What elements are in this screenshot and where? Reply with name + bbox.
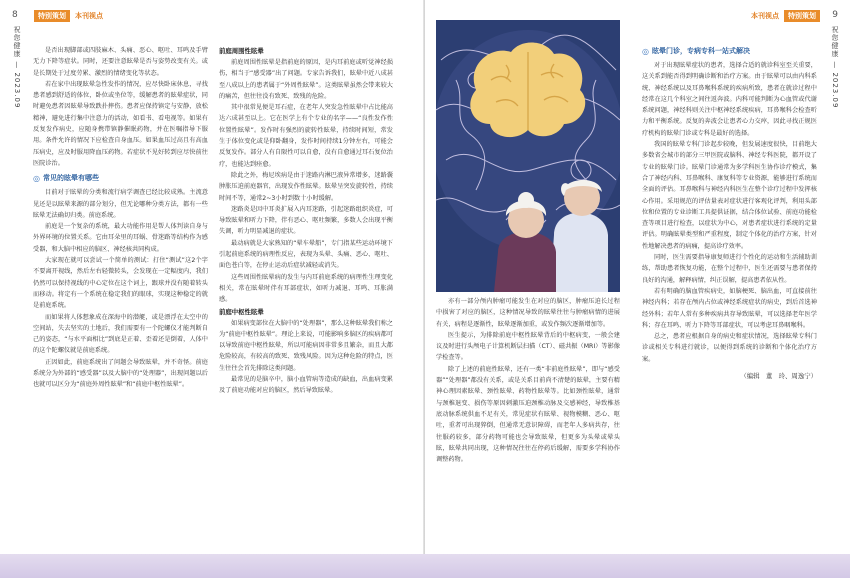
paragraph: 对于出现眩晕症状的患者，选择合适的就诊科室至关重要，这关系到能否得到明确诊断和治疗方案。由于眩晕可以由内科系统、神经系统以及耳鼻喉科系统的疾病所致，患者在就诊过程中经常在这几个科室之间往返奔波。内科可能判断为心血管或代谢系统问题，神经科则关注中枢神经系统疾病，耳鼻喉科会检查听力和平衡系统。反复的奔波会让患者心力交瘁，因此寻找正规医疗机构的眩晕门诊或专科是最好的选择。 <box>642 62 817 137</box>
paragraph: 正因如此，前庭系统出了问题会导致眩晕，并不奇怪。前庭系统分为外部的“感受器”以及大脑中的“处理器”，出现问题以后也就可以区分为“前庭外周性眩晕”和“前庭中枢性眩晕”。 <box>33 358 208 389</box>
subsection-heading: 前庭周围性眩晕 <box>219 47 264 55</box>
column-name: 本刊视点 <box>75 12 103 20</box>
paragraph: 目前对于眩晕的分类和流行病学调查已经比较成熟。主流意见还是以眩晕来源的部分划分，但无论哪种分类方法，都有一些眩晕无法确切归类。前庭系统。 <box>33 189 208 219</box>
section-heading-text: 眩晕门诊，专病专科一站式解决 <box>651 47 750 55</box>
illustration-elderly-couple-brain <box>436 20 620 292</box>
paragraph: 如果病变部位在大脑中的“处理器”，那么这种眩晕我们称之为“前庭中枢性眩晕”。理论上来说，可能影响多脑区的疾病都可以导致前庭中枢性眩晕，所以可能病因非常多且繁杂，而且大都危险较高，有较高的致死、致残风险。因为这种危险的特点，医生往往会首先排除这类问题。 <box>219 319 393 372</box>
magazine-vertical-label: 祝您健康 — 2023.09 <box>13 26 21 109</box>
paragraph: 总之，患者应根据自身的病史和症状情况，选择眩晕专科门诊或相关专科进行就诊，以便得到系统的诊断和个体化治疗方案。 <box>642 333 817 363</box>
paragraph: 迷路炎是因中耳炎扩展入内耳迷路，引起迷路组织炎症，可导致眩晕和听力下降，伴有恶心、呕吐频繁，多数人会出现平衡失调，听力明显减退的症状。 <box>219 205 393 236</box>
paragraph: 若在家中出现眩晕急性发作的情况，应尽快卧床休息，寻找患者感到舒适的体位，卧位或坐位等，缓解患者的眩晕症状，同时避免患者因眩晕导致跌扑摔伤。患者应保持镇定与安静，放松精神，避免进行集中注意力的活动，如看书、看电视等。如果有反复发作病史，应随身携带镇静催眠药物，并在医嘱指导下服用。条件允许的情况下应检查自身血压。如果血压过高且有高血压病史，应及时服用降血压药物。若症状不见好转到应尽快前往医院诊治。 <box>33 80 208 167</box>
dizziness-illustration <box>436 20 620 292</box>
paragraph: 若有明确的脑血管疾病史，如脑梗死、脑出血，可直接前往神经内科；若存在颅内占位或神经系统症状的病史，到后首选神经外科；若年人常有多种疾病共存导致眩晕，可以选择老年医学科；存在耳鸣、听力下降等耳部症状，可以考虑耳鼻咽喉科。 <box>642 287 817 329</box>
paragraph: 最动病就是大家熟知的“晕车晕船”，专门指某些运动环境下引起前庭系统的病理性反应，表现为头晕、头痛、恶心、呕吐、面色苍白等，在停止运动后症状减轻或消失。 <box>219 239 393 270</box>
paragraph: 我国的眩晕专科门诊起步较晚，但发展速度很快，目前绝大多数省会城市的部分三甲医院或脑科、神经专科医院，都开设了专业的眩晕门诊。眩晕门诊通常为多学科医生协作诊疗模式，集合了神经内科、耳鼻喉科、康复科等专业资源，能够进行系统而全面的评估。耳鼻喉科与神经内科医生在整个诊疗过程中发挥核心作用。采用规范的评估量表对症状进行客观化评判，利用头部位和位置的专业诊断工具提供证据，结合体位试验、前庭功能检查等项目进行检查，以症状为中心，对患者症状进行系统的定量评估。明确眩晕类型和严重程度，制定个体化的治疗方案，针对性地解决患者的病痛，提高诊疗效率。 <box>642 141 817 250</box>
section-header <box>751 10 820 22</box>
column-name: 本刊视点 <box>751 12 779 20</box>
brain-icon <box>470 42 585 137</box>
paragraph: 大家现在就可以尝试一个简单的测试：打住“测试”这2个字不要离开视线，然后左右轻微转头，会发现在一定幅度内，我们仍然可以保持视线的中心定位在这个词上，跟球并没有随着转头而移动。将定有一个系统在稳定我们的眼球，实现这种稳定的就是前庭系统。 <box>33 257 208 310</box>
paragraph: 医生提示，为排除前庭中枢性眩晕背后的中枢病变，一般会建议及时进行头颅电子计算机断层扫描（CT）、磁共振（MRI）等影像学检查等。 <box>436 331 620 362</box>
paragraph: 除此之外，梅尼埃病是由于迷路内淋巴液异常增多，迷路囊肿胀压迫前庭器官，出现发作性眩晕。眩晕呈突发旋转性，持续时间不等，通常2~3小时到数十小时缓解。 <box>219 171 393 202</box>
section-tag: 特别策划 <box>34 10 70 22</box>
page-number: 8 <box>12 10 18 20</box>
paragraph: 其中很常见便是耳石症，在老年人突发急性眩晕中占比能高达六成甚至以上。它在医学上有个专业的名字——“良性发作性位置性眩晕”。发作时有强烈的旋转性眩晕，持续时间短，常发生于体位变化或是仰卧翻身，发作时间持续1分钟左右，可能会反复发作。部分人有自限性可以自愈，没有自愈通过耳石复位治疗，也能达到痊愈。 <box>219 104 393 168</box>
paragraph: 是否出现脚部或四肢麻木、头痛、恶心、呕吐、耳鸣及手臂无力下降等症状。同时，还要注意眩晕是否与姿势改变有关。或是长期处于过度劳累、激烈的情绪变化等状态。 <box>33 47 208 77</box>
left-column-1 <box>33 45 208 391</box>
paragraph: 同时，医生需要指导康复师进行个性化的运动和生活辅助训练，帮助患者恢复功能，在整个过程中，医生还需要与患者保持良好的沟通，解释病情，纠正误解，提高患者依从性。 <box>642 254 817 284</box>
section-heading-text: 常见的眩晕有哪些 <box>42 174 99 183</box>
paragraph: 而如果将人体想象成在深海中的潜艇，或是漂浮在太空中的空间站，失去坚实的土地后，我们需要有一个陀螺仪才能判断自己的姿态，“与水平面相比”到底是正着、歪着还是倒着，人体中的这个陀螺仪就是前庭系统。 <box>33 313 208 355</box>
editor-credit: （编辑 董 玲、周逸宁） <box>740 372 817 381</box>
section-header <box>34 10 103 22</box>
subsection-heading: 前庭中枢性眩晕 <box>219 307 264 316</box>
section-heading <box>642 45 817 58</box>
magazine-vertical-label: 祝您健康 — 2023.09 <box>831 26 839 109</box>
right-column-1 <box>436 296 620 465</box>
paragraph: 亦有一部分颅内肿瘤可能发生在对应的脑区，肿瘤压迫长过程中损害了对应的脑区，这种情况导致的眩晕往往与肿瘤病情的进展有关，病程是逐渐性，眩晕逐渐加重，或发作频次逐渐增加等。 <box>436 298 620 328</box>
page-number: 9 <box>832 10 838 20</box>
bottom-decorative-band <box>0 554 850 578</box>
circle-bullet-icon: ◎ <box>33 174 40 184</box>
paragraph: 前庭周围性眩晕是指前庭的原因，是内耳前庭或听觉神经损伤，相当于“感受器”出了问题。专家告诉我们，眩晕中近八成甚至八成以上的患者属于“外周性眩晕”。这类眩晕虽然会带来较大的痛苦，但往往没有致死、致残的危险。 <box>219 59 393 100</box>
paragraph: 除了上述的前庭性眩晕，还有一类“非前庭性眩晕”，即与“感受器”“处理器”都没有关系，或是关系目前尚不清楚的眩晕，主要有精神心理因素眩晕、颈性眩晕、药物性眩晕等。比如颈性眩晕，通常与颈椎退变、损伤等原因刺激压迫颈椎动脉及交感神经，导致椎基底动脉系统供血不足有关，常见症状有眩晕、视物模糊、恶心、呕吐，重者可出现猝倒，但通常无意识障碍，而老年人多病共存，往往服药较多，部分药物可能也会导致眩晕，但更多为头晕或晕头眩，眩晕共同出现，这种情况往往在停药后缓解，需要多学科协作调整药物。 <box>436 365 620 464</box>
right-column-2 <box>642 45 817 382</box>
section-tag: 特别策划 <box>784 10 820 22</box>
left-column-2 <box>219 45 393 397</box>
paragraph: 前庭是一个复杂的系统，最大功能作用是帮人体判读自身与外界环境的位置关系。它由耳朵里的耳蜗、骨迷路等结构作为感受器，和大脑中相应的脑区、神经核共同构成。 <box>33 223 208 253</box>
circle-bullet-icon: ◎ <box>642 47 649 56</box>
paragraph: 这些周围性眩晕病的发生与内耳前庭系统的病理性生理变化相关，常在眩晕时伴有耳部症状，如听力减退、耳鸣、耳胀满感。 <box>219 273 393 304</box>
paragraph: 最常见的是脑卒中，脑小血管病等造成的缺血，出血病变累及了前庭功能对应的脑区，然后导致眩晕。 <box>219 376 393 395</box>
section-heading <box>33 172 208 185</box>
